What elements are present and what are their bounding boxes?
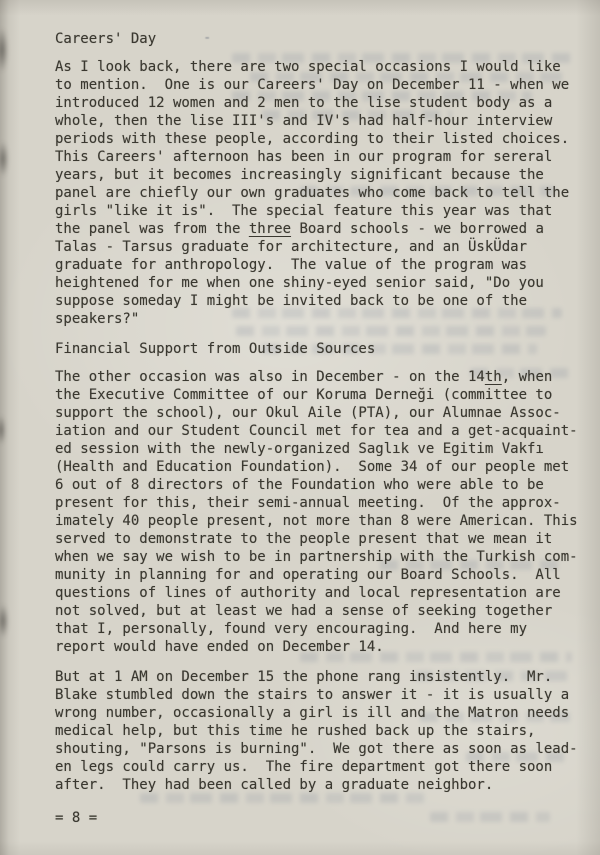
text-line: iation and our Student Council met for tea and a get-acquaint- bbox=[55, 423, 578, 439]
text-line: not solved, but at least we had a sense of seeking together bbox=[55, 603, 553, 619]
text-line: years, but it becomes increasingly significant because the bbox=[55, 167, 544, 183]
text-line: The other occasion was also in December - on the 14th, when bbox=[55, 369, 553, 385]
text-line: speakers?" bbox=[55, 311, 140, 327]
text-line: heightened for me when one shiny-eyed senior said, "Do you bbox=[55, 275, 544, 291]
text-line: ed session with the newly-organized Saglık ve Egitim Vakfı bbox=[55, 441, 544, 457]
page-number: = 8 = bbox=[55, 810, 98, 826]
document-body bbox=[55, 30, 591, 827]
text-line: As I look back, there are two special occasions I would like bbox=[55, 59, 561, 75]
text-line: the Executive Committee of our Koruma Derneği (committee to bbox=[55, 387, 553, 403]
text-line: This Careers' afternoon has been in our program for sereral bbox=[55, 149, 553, 165]
section-heading: Careers' Day bbox=[55, 31, 157, 47]
text-line: Talas - Tarsus graduate for architecture, and an ÜskÜdar bbox=[55, 239, 528, 255]
text-line: to mention. One is our Careers' Day on December 11 - when we bbox=[55, 77, 570, 93]
text-line: questions of lines of authority and local representation are bbox=[55, 585, 561, 601]
scan-smudge bbox=[0, 410, 7, 450]
scan-smudge bbox=[0, 20, 10, 80]
text-line: 6 out of 8 directors of the Foundation who were able to be bbox=[55, 477, 544, 493]
text-line: that I, personally, found very encouraging. And here my bbox=[55, 621, 528, 637]
text-line: girls "like it is". The special feature this year was that bbox=[55, 203, 553, 219]
text-line: when we say we wish to be in partnership with the Turkish com- bbox=[55, 549, 578, 565]
text-line: But at 1 AM on December 15 the phone rang insistently. Mr. bbox=[55, 669, 553, 685]
text-line: whole, then the lise III's and IV's had half-hour interview bbox=[55, 113, 553, 129]
text-line: Blake stumbled down the stairs to answer it - it is usually a bbox=[55, 687, 570, 703]
text-line: support the school), our Okul Aile (PTA), our Alumnae Assoc- bbox=[55, 405, 561, 421]
scan-smudge bbox=[0, 598, 10, 644]
paragraph bbox=[55, 368, 591, 656]
text-line: present for this, their semi-annual meeting. Of the approx- bbox=[55, 495, 561, 511]
paragraph bbox=[55, 58, 591, 328]
text-line: the panel was from the three Board schools - we borrowed a bbox=[55, 221, 544, 237]
text-line: wrong number, occasionally a girl is ill and the Matron needs bbox=[55, 705, 570, 721]
text-line: suppose someday I might be invited back to be one of the bbox=[55, 293, 528, 309]
text-line: served to demonstrate to the people present that we mean it bbox=[55, 531, 553, 547]
text-line: graduate for anthropology. The value of the program was bbox=[55, 257, 528, 273]
text-line: introduced 12 women and 2 men to the lise student body as a bbox=[55, 95, 553, 111]
text-line: panel are chiefly our own graduates who come back to tell the bbox=[55, 185, 570, 201]
section-heading: Financial Support from Outside Sources bbox=[55, 341, 376, 357]
text-line: imately 40 people present, not more than 8 were American. This bbox=[55, 513, 578, 529]
text-line: after. They had been called by a graduate neighbor. bbox=[55, 777, 494, 793]
text-line: medical help, but this time he rushed back up the stairs, bbox=[55, 723, 536, 739]
text-line: periods with these people, according to their listed choices. bbox=[55, 131, 570, 147]
paragraph bbox=[55, 668, 591, 794]
stray-mark: - bbox=[203, 30, 212, 46]
text-line: en legs could carry us. The fire department got there soon bbox=[55, 759, 553, 775]
scan-smudge bbox=[0, 135, 10, 183]
text-line: (Health and Education Foundation). Some 34 of our people met bbox=[55, 459, 570, 475]
text-line: shouting, "Parsons is burning". We got there as soon as lead- bbox=[55, 741, 578, 757]
text-line: munity in planning for and operating our Board Schools. All bbox=[55, 567, 561, 583]
text-line: report would have ended on December 14. bbox=[55, 639, 384, 655]
